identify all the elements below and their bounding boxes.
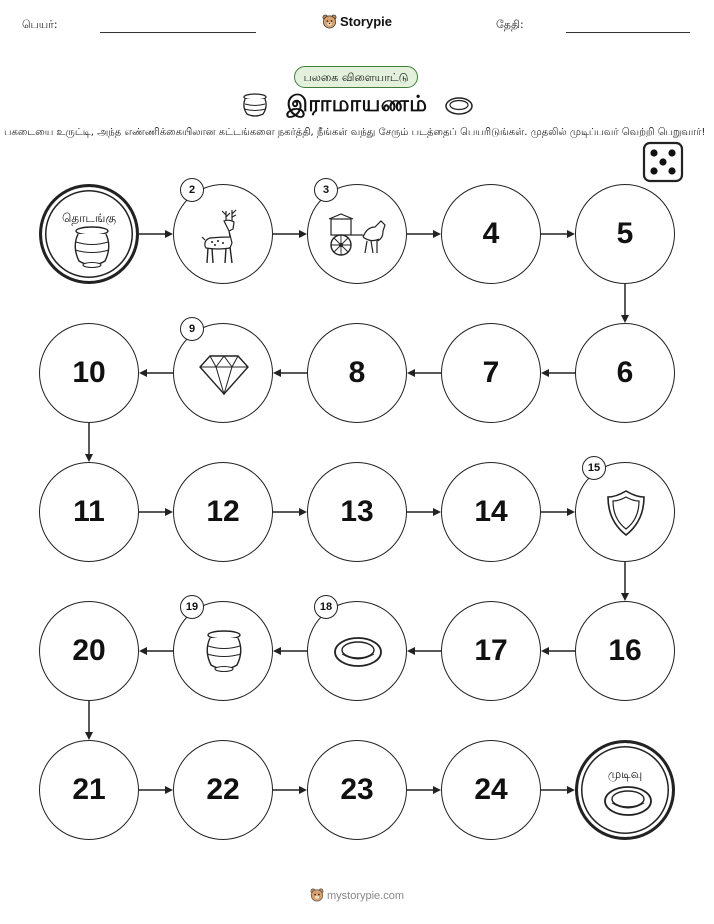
cell-number: 14 — [474, 495, 508, 528]
name-label: பெயர்: — [22, 18, 58, 31]
diamond-icon — [198, 354, 250, 396]
cell-number-badge: 18 — [314, 595, 338, 619]
board-cell-10[interactable] — [39, 323, 139, 423]
path-arrow — [273, 508, 307, 516]
cell-number: 21 — [72, 773, 106, 806]
cell-number: 7 — [482, 356, 500, 389]
path-arrow — [407, 786, 441, 794]
board-cell-24[interactable] — [441, 740, 541, 840]
cell-number: 8 — [348, 356, 366, 389]
path-arrow — [139, 647, 173, 655]
start-label: தொடங்கு — [61, 211, 117, 225]
bear-logo-icon — [322, 14, 337, 29]
board-cell-5[interactable] — [575, 184, 675, 284]
cell-number: 13 — [340, 495, 374, 528]
path-arrow — [541, 508, 575, 516]
path-arrow — [541, 369, 575, 377]
board-cell-18[interactable] — [307, 601, 407, 701]
cell-number-badge: 3 — [314, 178, 338, 202]
name-line[interactable] — [100, 32, 256, 33]
cell-number-badge: 15 — [582, 456, 606, 480]
cell-number-badge: 2 — [180, 178, 204, 202]
board-cell-9[interactable] — [173, 323, 273, 423]
board-cell-11[interactable] — [39, 462, 139, 562]
cell-number: 16 — [608, 634, 642, 667]
cell-number: 5 — [616, 217, 634, 250]
path-arrow — [407, 508, 441, 516]
board-cell-16[interactable] — [575, 601, 675, 701]
board-cell-17[interactable] — [441, 601, 541, 701]
cell-number-badge: 19 — [180, 595, 204, 619]
board-cell-20[interactable] — [39, 601, 139, 701]
footer — [0, 888, 714, 902]
path-arrow — [85, 423, 93, 462]
cell-number: 12 — [206, 495, 240, 528]
board-cell-15[interactable] — [575, 462, 675, 562]
board-cell-14[interactable] — [441, 462, 541, 562]
footer-bear-icon — [310, 888, 324, 902]
path-arrow — [407, 647, 441, 655]
path-arrow — [273, 230, 307, 238]
path-arrow — [85, 701, 93, 740]
path-arrow — [541, 230, 575, 238]
path-arrow — [139, 369, 173, 377]
path-arrow — [273, 786, 307, 794]
board-cell-19[interactable] — [173, 601, 273, 701]
path-arrow — [273, 647, 307, 655]
ring-icon — [332, 634, 384, 670]
ring-icon — [444, 95, 474, 117]
path-arrow — [139, 230, 173, 238]
finish-ring-icon — [602, 783, 654, 819]
cell-number: 22 — [206, 773, 240, 806]
cell-number: 17 — [474, 634, 508, 667]
board-cell-6[interactable] — [575, 323, 675, 423]
date-line[interactable] — [566, 32, 690, 33]
path-arrow — [139, 786, 173, 794]
board-cell-7[interactable] — [441, 323, 541, 423]
finish-label: முடிவு — [607, 767, 643, 781]
footer-url: mystorypie.com — [326, 890, 405, 902]
instructions: பகடையை உருட்டி, அந்த எண்ணிக்கையிலான கட்டங்களை நகர்த்தி, நீங்கள் வந்து சேரும் படத்தைப் பெயரிடுங்கள். முதலில் முடிப்பவர் வெற்றி பெறுவார்! — [4, 127, 706, 138]
chariot-icon — [327, 213, 389, 259]
board-cell-4[interactable] — [441, 184, 541, 284]
cell-number: 23 — [340, 773, 374, 806]
board-cell-23[interactable] — [307, 740, 407, 840]
game-type-pill: பலகை விளையாட்டு — [294, 66, 418, 88]
pot-icon — [201, 629, 247, 675]
board-cell-3[interactable] — [307, 184, 407, 284]
start-pot-icon — [69, 225, 115, 271]
brand — [0, 14, 714, 29]
page-title: இராமாயணம் — [286, 92, 428, 117]
board-cell-8[interactable] — [307, 323, 407, 423]
path-arrow — [139, 508, 173, 516]
cell-number: 6 — [616, 356, 634, 389]
board-cell-2[interactable] — [173, 184, 273, 284]
board-cell-12[interactable] — [173, 462, 273, 562]
path-arrow — [541, 647, 575, 655]
board-cell-13[interactable] — [307, 462, 407, 562]
cell-number: 20 — [72, 634, 106, 667]
board-cell-22[interactable] — [173, 740, 273, 840]
cell-number: 10 — [72, 356, 106, 389]
path-arrow — [407, 369, 441, 377]
cell-number: 24 — [474, 773, 508, 806]
path-arrow — [621, 562, 629, 601]
board-cell-21[interactable] — [39, 740, 139, 840]
shield-icon — [606, 489, 646, 537]
cell-number: 11 — [73, 495, 105, 528]
path-arrow — [541, 786, 575, 794]
finish-cell[interactable] — [575, 740, 675, 840]
cell-number: 4 — [482, 217, 500, 250]
date-label: தேதி: — [496, 18, 524, 31]
dice-icon[interactable] — [642, 141, 684, 183]
cell-number-badge: 9 — [180, 317, 204, 341]
path-arrow — [407, 230, 441, 238]
path-arrow — [621, 284, 629, 323]
deer-icon — [196, 207, 252, 267]
start-cell[interactable] — [39, 184, 139, 284]
brand-name: Storypie — [339, 14, 392, 29]
path-arrow — [273, 369, 307, 377]
